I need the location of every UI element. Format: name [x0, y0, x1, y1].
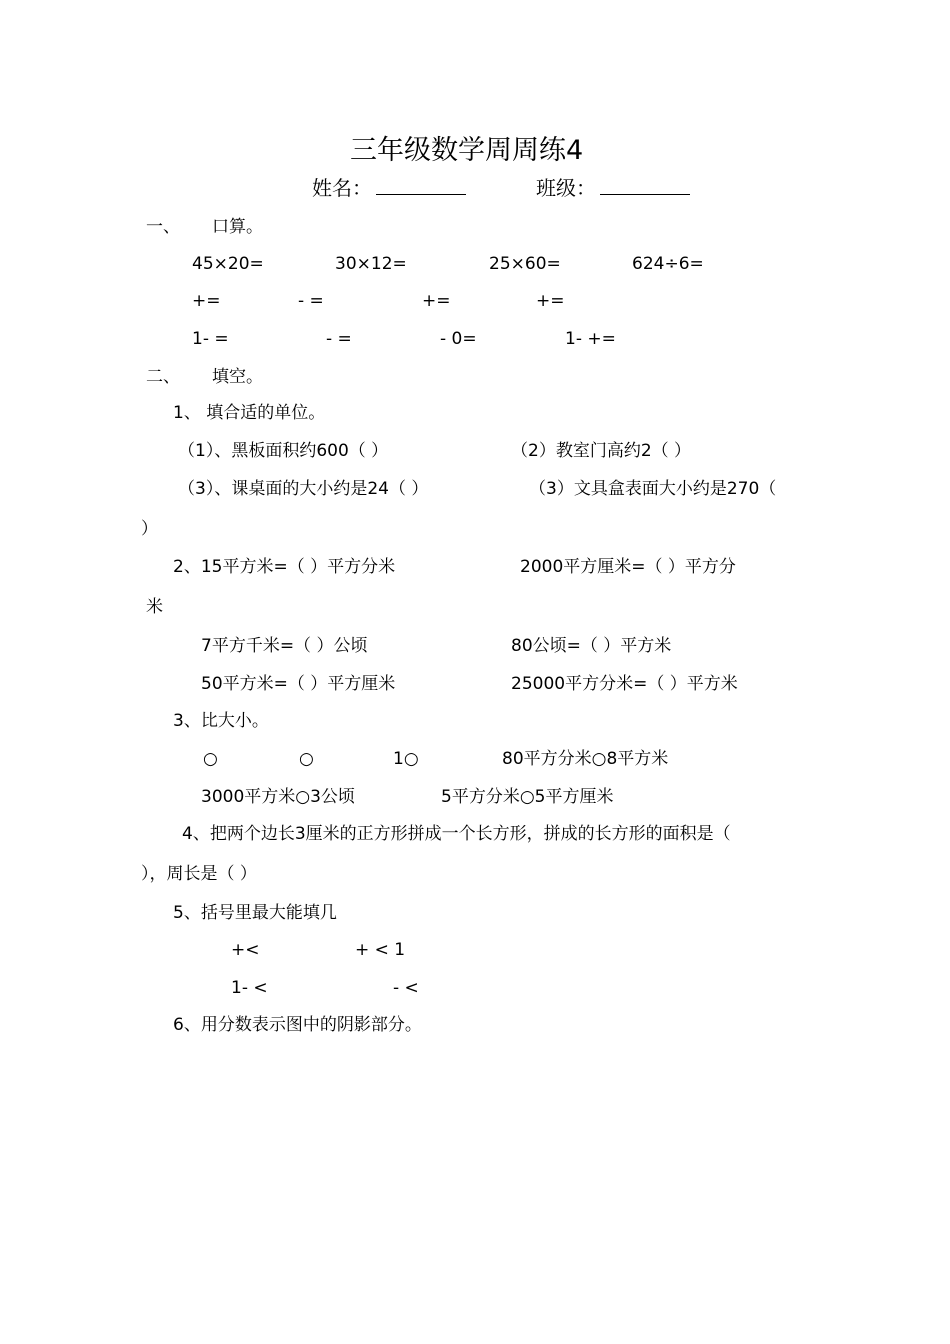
- question-6-title: 6、用分数表示图中的阴影部分。: [173, 1015, 422, 1035]
- oral-calc-item: - 0=: [440, 329, 477, 349]
- compare-item: 1○: [393, 749, 419, 769]
- question-1-item: （2）教室门高约2（ ）: [511, 441, 692, 461]
- question-5-item: 1- <: [231, 978, 268, 998]
- question-2-item-tail: 米: [146, 597, 163, 617]
- compare-item: 5平方分米○5平方厘米: [441, 787, 614, 807]
- question-4-line: ），周长是（ ）: [141, 864, 257, 884]
- section-1-number: 一、: [146, 217, 180, 237]
- name-blank: [376, 176, 466, 195]
- question-2-item: 80公顷=（ ）平方米: [511, 636, 672, 656]
- compare-item: 80平方分米○8平方米: [502, 749, 669, 769]
- oral-calc-item: 25×60=: [489, 254, 561, 274]
- question-1-title: 1、 填合适的单位。: [173, 403, 326, 423]
- class-blank: [600, 176, 690, 195]
- question-1-item: （3）、课桌面的大小约是24（ ）: [178, 479, 429, 499]
- question-2-item: 50平方米=（ ）平方厘米: [201, 674, 396, 694]
- section-2-number: 二、: [146, 367, 180, 387]
- question-1-item: （1）、黑板面积约600（ ）: [178, 441, 389, 461]
- section-2-label: 填空。: [212, 367, 263, 387]
- oral-calc-item: +=: [536, 291, 565, 311]
- oral-calc-item: +=: [192, 291, 221, 311]
- oral-calc-item: 45×20=: [192, 254, 264, 274]
- oral-calc-item: 1- +=: [565, 329, 616, 349]
- question-3-title: 3、比大小。: [173, 711, 269, 731]
- compare-item: ○: [203, 749, 218, 769]
- oral-calc-item: +=: [422, 291, 451, 311]
- name-label: 姓名：: [312, 176, 372, 200]
- section-1-label: 口算。: [212, 217, 263, 237]
- question-5-item: +<: [231, 940, 260, 960]
- question-2-item: 2000平方厘米=（ ）平方分: [520, 557, 736, 577]
- compare-item: ○: [299, 749, 314, 769]
- page-title: 三年级数学周周练4: [350, 135, 584, 166]
- name-field: [312, 176, 466, 198]
- question-1-item: （3）文具盒表面大小约是270（: [529, 479, 777, 499]
- question-5-title: 5、括号里最大能填几: [173, 903, 337, 923]
- class-label: 班级：: [536, 176, 596, 200]
- question-1-item-close: ）: [141, 519, 158, 539]
- compare-item: 3000平方米○3公顷: [201, 787, 355, 807]
- oral-calc-item: - =: [298, 291, 324, 311]
- oral-calc-item: - =: [326, 329, 352, 349]
- question-2-item: 25000平方分米=（ ）平方米: [511, 674, 738, 694]
- oral-calc-item: 1- =: [192, 329, 229, 349]
- oral-calc-item: 624÷6=: [632, 254, 704, 274]
- oral-calc-item: 30×12=: [335, 254, 407, 274]
- question-4-line: 4、把两个边长3厘米的正方形拼成一个长方形，拼成的长方形的面积是（: [182, 824, 731, 844]
- question-5-item: + < 1: [355, 940, 406, 960]
- question-2-item: 2、15平方米=（ ）平方分米: [173, 557, 396, 577]
- question-2-item: 7平方千米=（ ）公顷: [201, 636, 368, 656]
- question-5-item: - <: [393, 978, 419, 998]
- class-field: [536, 176, 690, 198]
